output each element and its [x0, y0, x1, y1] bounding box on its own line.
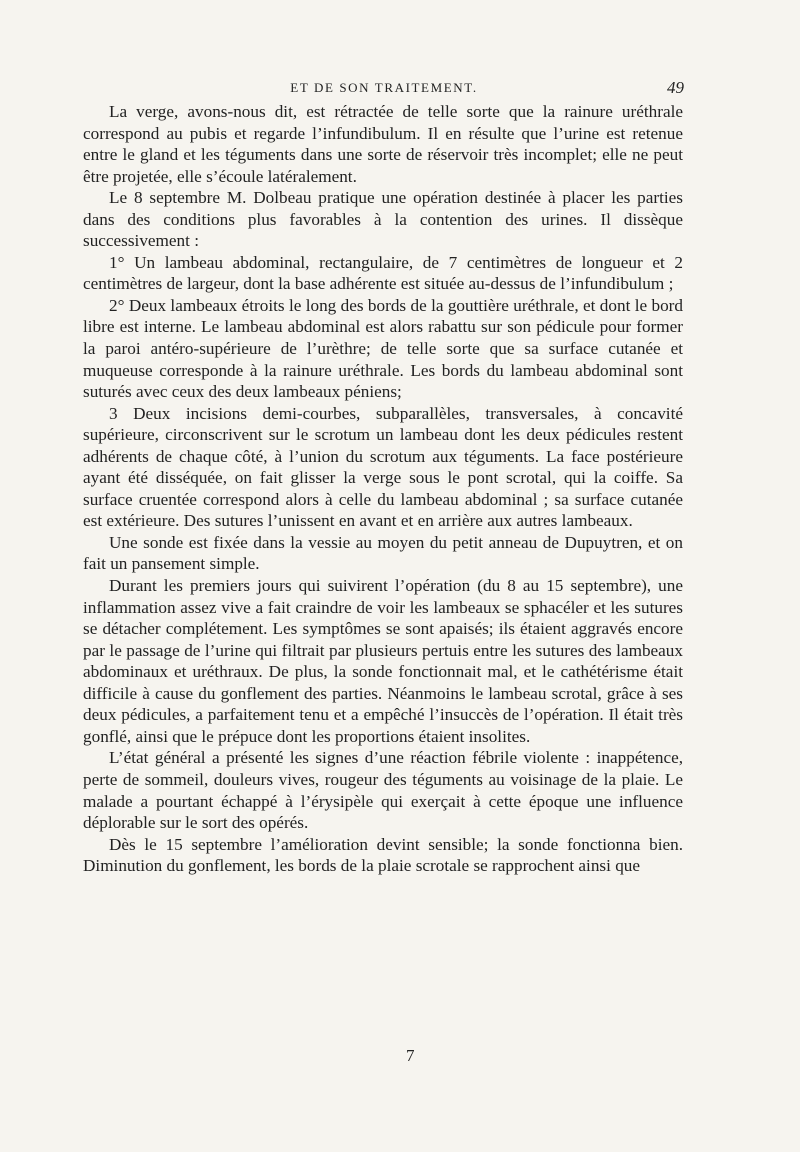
- page-number: 49: [667, 78, 684, 97]
- paragraph: 3 Deux incisions demi-courbes, subparallèles, transversales, à concavité supérieure, circonscrivent sur le scrotum un lambeau dont les deux pédicules restent adhérents de chaque côté, à l’union du scrotum aux téguments. La face postérieure ayant été disséquée, on fait glisser la verge sous le pont scrotal, qui la coiffe. Sa surface cruentée correspond alors à celle du lambeau abdominal ; sa surface cutanée est extérieure. Des sutures l’unissent en avant et en arrière aux autres lambeaux.: [83, 403, 683, 531]
- paragraph: Durant les premiers jours qui suivirent l’opération (du 8 au 15 septembre), une inflammation assez vive a fait craindre de voir les lambeaux se sphacéler et les sutures se détacher complétement. Les symptômes se sont apaisés; ils étaient aggravés encore par le passage de l’urine qui filtrait par plusieurs pertuis entre les sutures des lambeaux abdominaux et uréthraux. De plus, la sonde fonctionnait mal, et le cathétérisme était difficile à cause du gonflement des parties. Néanmoins le lambeau scrotal, grâce à ses deux pédicules, a parfaitement tenu et a empêché l’insuccès de l’opération. Il était très gonflé, ainsi que le prépuce dont les proportions étaient insolites.: [83, 576, 683, 746]
- paragraph: 2° Deux lambeaux étroits le long des bords de la gouttière uréthrale, et dont le bord libre est interne. Le lambeau abdominal est alors rabattu sur son pédicule pour former la paroi antéro-supérieure de l’urèthre; de telle sorte que sa surface cutanée et muqueuse corresponde à la rainure uréthrale. Les bords du lambeau abdominal sont suturés avec ceux des deux lambeaux péniens;: [83, 295, 683, 402]
- paragraph: Le 8 septembre M. Dolbeau pratique une opération destinée à placer les parties dans des conditions plus favorables à la contention des urines. Il dissèque successivement :: [83, 188, 683, 251]
- paragraph: La verge, avons-nous dit, est rétractée de telle sorte que la rainure uréthrale correspond au pubis et regarde l’infundibulum. Il en résulte que l’urine est retenue entre le gland et les téguments dans une sorte de réservoir très incomplet; elle ne peut être projetée, elle s’écoule latéralement.: [83, 102, 683, 186]
- paragraph: L’état général a présenté les signes d’une réaction fébrile violente : inappétence, perte de sommeil, douleurs vives, rougeur des téguments au voisinage de la plaie. Le malade a pourtant échappé à l’érysipèle qui exerçait à cette époque une influence déplorable sur le sort des opérés.: [83, 748, 683, 833]
- body-text: [83, 101, 683, 877]
- paragraph: Dès le 15 septembre l’amélioration devint sensible; la sonde fonctionna bien. Diminution du gonflement, les bords de la plaie scrotale se rapprochent ainsi que: [83, 834, 683, 876]
- signature-mark: 7: [406, 1046, 415, 1065]
- paragraph: Une sonde est fixée dans la vessie au moyen du petit anneau de Dupuytren, et on fait un pansement simple.: [83, 532, 683, 574]
- running-header: ET DE SON TRAITEMENT.: [290, 80, 478, 95]
- paragraph: 1° Un lambeau abdominal, rectangulaire, de 7 centimètres de longueur et 2 centimètres de largeur, dont la base adhérente est située au-dessus de l’infundibulum ;: [83, 252, 683, 294]
